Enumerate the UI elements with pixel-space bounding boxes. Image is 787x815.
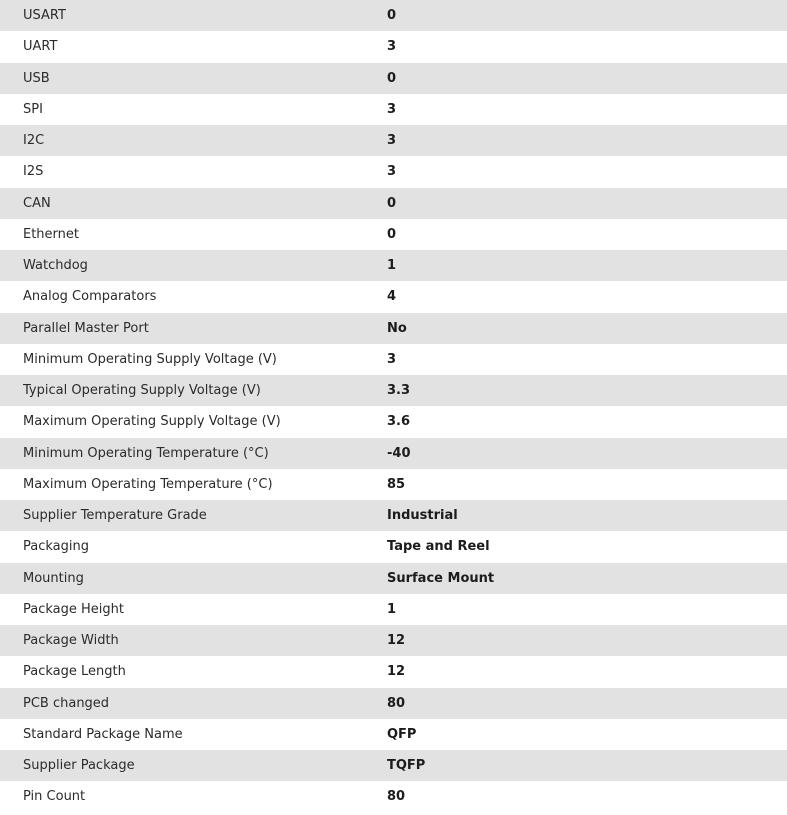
spec-value: Industrial: [387, 508, 458, 524]
spec-row: [0, 656, 787, 687]
spec-label: I2S: [23, 164, 44, 180]
spec-row: [0, 313, 787, 344]
spec-value: 3: [387, 164, 397, 180]
spec-value: 80: [387, 789, 406, 805]
spec-label: Watchdog: [23, 258, 88, 274]
spec-row: [0, 719, 787, 750]
spec-row: [0, 156, 787, 187]
spec-row: [0, 469, 787, 500]
spec-value: 3: [387, 39, 397, 55]
spec-label: I2C: [23, 133, 45, 149]
spec-row: [0, 375, 787, 406]
spec-value: 0: [387, 70, 397, 86]
spec-row: [0, 250, 787, 281]
spec-value: -40: [387, 445, 411, 461]
spec-value: 0: [387, 226, 397, 242]
spec-row: [0, 563, 787, 594]
spec-value: Tape and Reel: [387, 539, 490, 555]
spec-label: CAN: [23, 195, 51, 211]
spec-value: No: [387, 320, 407, 336]
spec-row: [0, 344, 787, 375]
spec-label: Supplier Temperature Grade: [23, 508, 207, 524]
spec-label: Package Length: [23, 664, 126, 680]
spec-value: 4: [387, 289, 397, 305]
spec-label: Maximum Operating Supply Voltage (V): [23, 414, 281, 430]
spec-label: Supplier Package: [23, 758, 135, 774]
spec-value: 85: [387, 476, 406, 492]
spec-row: [0, 188, 787, 219]
spec-row: [0, 94, 787, 125]
spec-label: Packaging: [23, 539, 89, 555]
spec-label: Mounting: [23, 570, 84, 586]
spec-label: Analog Comparators: [23, 289, 157, 305]
spec-label: USB: [23, 70, 50, 86]
spec-label: Maximum Operating Temperature (°C): [23, 476, 273, 492]
spec-row: [0, 531, 787, 562]
spec-row: [0, 31, 787, 62]
spec-row: [0, 406, 787, 437]
spec-row: [0, 688, 787, 719]
spec-value: TQFP: [387, 758, 426, 774]
spec-value: 3.6: [387, 414, 411, 430]
spec-label: Package Height: [23, 601, 124, 617]
spec-value: 3: [387, 101, 397, 117]
spec-value: Surface Mount: [387, 570, 495, 586]
spec-label: UART: [23, 39, 58, 55]
spec-value: 12: [387, 664, 406, 680]
spec-row: [0, 125, 787, 156]
spec-label: Typical Operating Supply Voltage (V): [23, 383, 261, 399]
spec-row: [0, 594, 787, 625]
spec-row: [0, 438, 787, 469]
spec-label: Minimum Operating Temperature (°C): [23, 445, 269, 461]
spec-row: [0, 219, 787, 250]
spec-label: Pin Count: [23, 789, 86, 805]
spec-value: 1: [387, 258, 397, 274]
spec-row: [0, 281, 787, 312]
spec-value: 80: [387, 695, 406, 711]
spec-row: [0, 500, 787, 531]
spec-row: [0, 63, 787, 94]
spec-value: 1: [387, 601, 397, 617]
spec-row: [0, 625, 787, 656]
spec-value: QFP: [387, 726, 417, 742]
spec-value: 0: [387, 195, 397, 211]
spec-value: 0: [387, 8, 397, 24]
spec-value: 12: [387, 633, 406, 649]
spec-label: Ethernet: [23, 226, 79, 242]
spec-value: 3: [387, 133, 397, 149]
spec-value: 3.3: [387, 383, 411, 399]
spec-row: [0, 781, 787, 812]
spec-value: 3: [387, 351, 397, 367]
spec-label: USART: [23, 8, 66, 24]
spec-label: Minimum Operating Supply Voltage (V): [23, 351, 277, 367]
spec-label: SPI: [23, 101, 43, 117]
spec-label: Package Width: [23, 633, 119, 649]
spec-row: [0, 750, 787, 781]
spec-label: Parallel Master Port: [23, 320, 149, 336]
spec-label: Standard Package Name: [23, 726, 183, 742]
spec-label: PCB changed: [23, 695, 110, 711]
spec-row: [0, 0, 787, 31]
